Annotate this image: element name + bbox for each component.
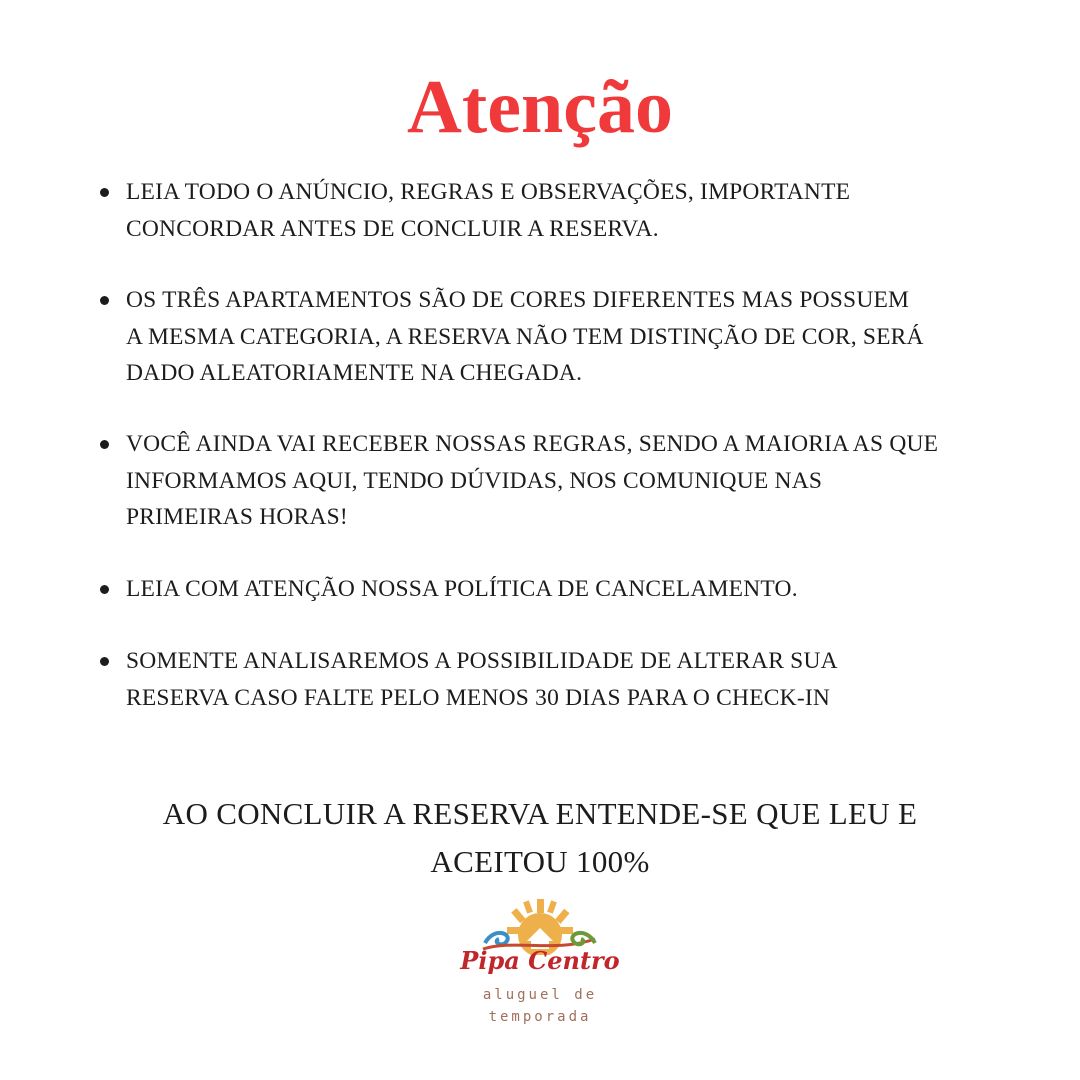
bullet-icon [100,585,109,594]
bullet-icon [100,657,109,666]
item-line: RESERVA CASO FALTE PELO MENOS 30 DIAS PARA O CHECK-IN [126,684,831,711]
list-item [100,643,838,716]
item-line: INFORMAMOS AQUI, TENDO DÚVIDAS, NOS COMUNIQUE NAS [126,467,823,494]
item-line: DADO ALEATORIAMENTE NA CHEGADA. [126,360,583,386]
bullet-icon [100,296,109,305]
list-item [100,571,798,608]
bullet-icon [100,440,109,449]
bullet-icon [100,188,109,197]
item-line: LEIA TODO O ANÚNCIO, REGRAS E OBSERVAÇÕES, IMPORTANTE [126,179,851,205]
page-title: Atenção [407,65,673,149]
closing-line: AO CONCLUIR A RESERVA ENTENDE-SE QUE LEU E [162,796,918,831]
list-item [100,426,939,536]
list-item [100,174,851,247]
item-line: VOCÊ AINDA VAI RECEBER NOSSAS REGRAS, SENDO A MAIORIA AS QUE [126,431,939,457]
pipa-centro-logo [430,895,650,1035]
item-line: A MESMA CATEGORIA, A RESERVA NÃO TEM DISTINÇÃO DE COR, SERÁ [126,323,924,350]
logo-tagline: aluguel de [482,987,598,1003]
closing-line: ACEITOU 100% [430,844,650,879]
closing-statement [0,790,1080,886]
item-line: SOMENTE ANALISAREMOS A POSSIBILIDADE DE ALTERAR SUA [126,648,838,674]
list-item [100,282,924,392]
item-line: CONCORDAR ANTES DE CONCLUIR A RESERVA. [126,215,659,242]
item-line: OS TRÊS APARTAMENTOS SÃO DE CORES DIFERENTES MAS POSSUEM [126,287,910,313]
item-line: PRIMEIRAS HORAS! [126,504,348,530]
logo-tagline: temporada [488,1009,592,1025]
logo-name: Pipa Centro [460,946,620,975]
item-line: LEIA COM ATENÇÃO NOSSA POLÍTICA DE CANCELAMENTO. [126,576,798,602]
